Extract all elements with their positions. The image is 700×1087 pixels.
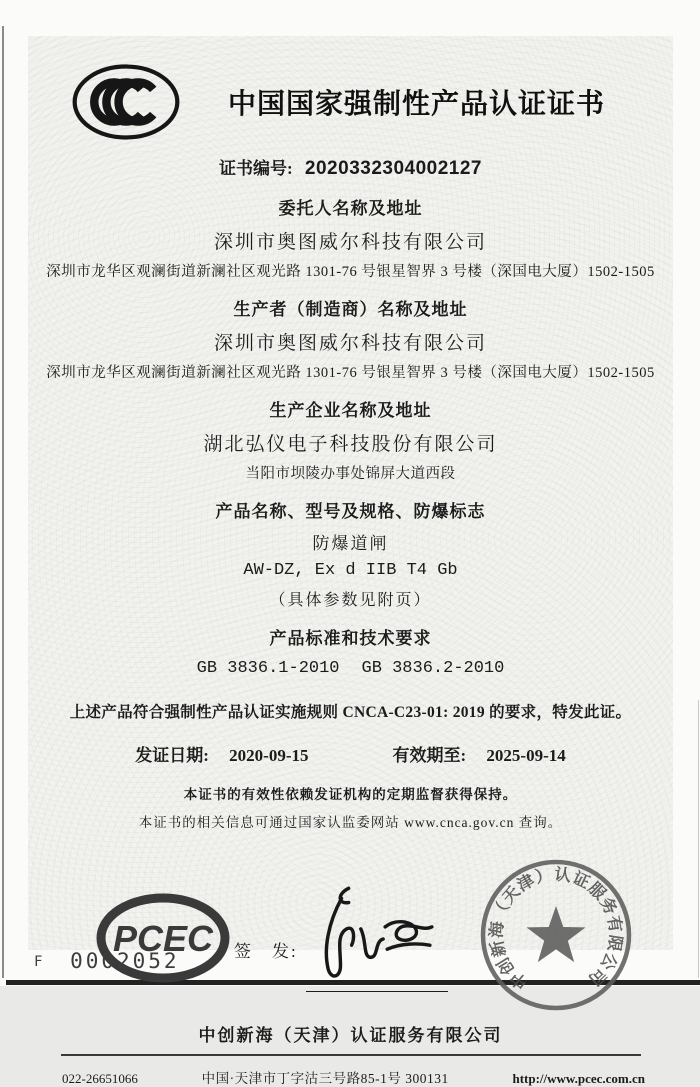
dates-row	[28, 741, 673, 766]
product-note: （具体参数见附页）	[269, 592, 432, 609]
seal-company-text: 中创新海（天津）认证服务有限公司	[486, 864, 626, 994]
standards-heading: 产品标准和技术要求	[269, 629, 432, 648]
lookup-note: 本证书的相关信息可通过国家认监委网站 www.cnca.gov.cn 查询。	[138, 815, 563, 830]
manufacturer-name: 深圳市奥图威尔科技有限公司	[213, 333, 487, 354]
issuer-website: http://www.pcec.com.cn	[512, 1071, 645, 1086]
issuer-phone: 022-26651066	[62, 1071, 138, 1086]
conformity-statement: 上述产品符合强制性产品认证实施规则 CNCA-C23-01: 2019 的要求，特发此证。	[69, 704, 632, 721]
product-model-exmark: AW-DZ, Ex d IIB T4 Gb	[243, 561, 458, 580]
valid-until-value: 2025-09-14	[486, 746, 566, 765]
factory-name: 湖北弘仪电子科技股份有限公司	[203, 434, 498, 455]
sign-issue-label: 签 发:	[234, 942, 298, 961]
signature-stroke-1	[326, 888, 353, 976]
company-seal	[460, 839, 652, 1031]
applicant-address: 深圳市龙华区观澜街道新澜社区观光路 1301-76 号银星智界 3 号楼（深国电大厦）1502-1505	[46, 264, 655, 280]
certificate-header	[28, 36, 673, 142]
manufacturer-heading: 生产者（制造商）名称及地址	[233, 300, 468, 319]
valid-date-group	[393, 741, 566, 766]
certificate-number-value: 2020332304002127	[304, 158, 482, 179]
certificate-number-label: 证书编号:	[219, 159, 293, 178]
certificate-title: 中国国家强制性产品认证证书	[227, 88, 605, 119]
validity-note: 本证书的有效性依赖发证机构的定期监督获得保持。	[183, 787, 518, 802]
handwritten-signature	[308, 881, 440, 989]
certificate-number-row	[28, 154, 673, 180]
signoff-area	[28, 835, 673, 1021]
valid-until-label: 有效期至:	[392, 746, 467, 765]
signature-stroke-3	[385, 922, 432, 950]
signature-line	[306, 991, 448, 992]
standard-2: GB 3836.2-2010	[361, 659, 505, 678]
product-heading: 产品名称、型号及规格、防爆标志	[215, 502, 486, 521]
standards-values	[28, 659, 673, 678]
footer-row	[28, 1056, 673, 1087]
standard-1: GB 3836.1-2010	[196, 659, 340, 678]
seal-star-icon	[527, 906, 586, 962]
signature-stroke-2	[361, 929, 383, 957]
pcec-logo-text: PCEC	[112, 918, 214, 959]
ccc-logo-icon	[70, 62, 182, 142]
applicant-name: 深圳市奥图威尔科技有限公司	[213, 232, 487, 253]
form-serial-number	[34, 949, 180, 973]
scan-left-edge	[2, 26, 4, 978]
serial-digits: 0002052	[70, 949, 180, 973]
issue-date-value: 2020-09-15	[229, 746, 309, 765]
product-name: 防爆道闸	[312, 534, 389, 553]
manufacturer-address: 深圳市龙华区观澜街道新澜社区观光路 1301-76 号银星智界 3 号楼（深国电大厦）1502-1505	[46, 365, 655, 381]
applicant-heading: 委托人名称及地址	[278, 199, 423, 218]
factory-address: 当阳市坝陵办事处锦屏大道西段	[245, 466, 456, 482]
issuer-company-name: 中创新海（天津）认证服务有限公司	[198, 1026, 503, 1045]
issue-date-group	[135, 741, 308, 766]
issue-date-label: 发证日期:	[135, 746, 209, 765]
factory-heading: 生产企业名称及地址	[269, 401, 432, 420]
serial-prefix: F	[34, 954, 43, 970]
issuer-address: 中国·天津市丁字沽三号路85-1号 300131	[201, 1071, 449, 1086]
scan-right-edge	[698, 700, 699, 978]
